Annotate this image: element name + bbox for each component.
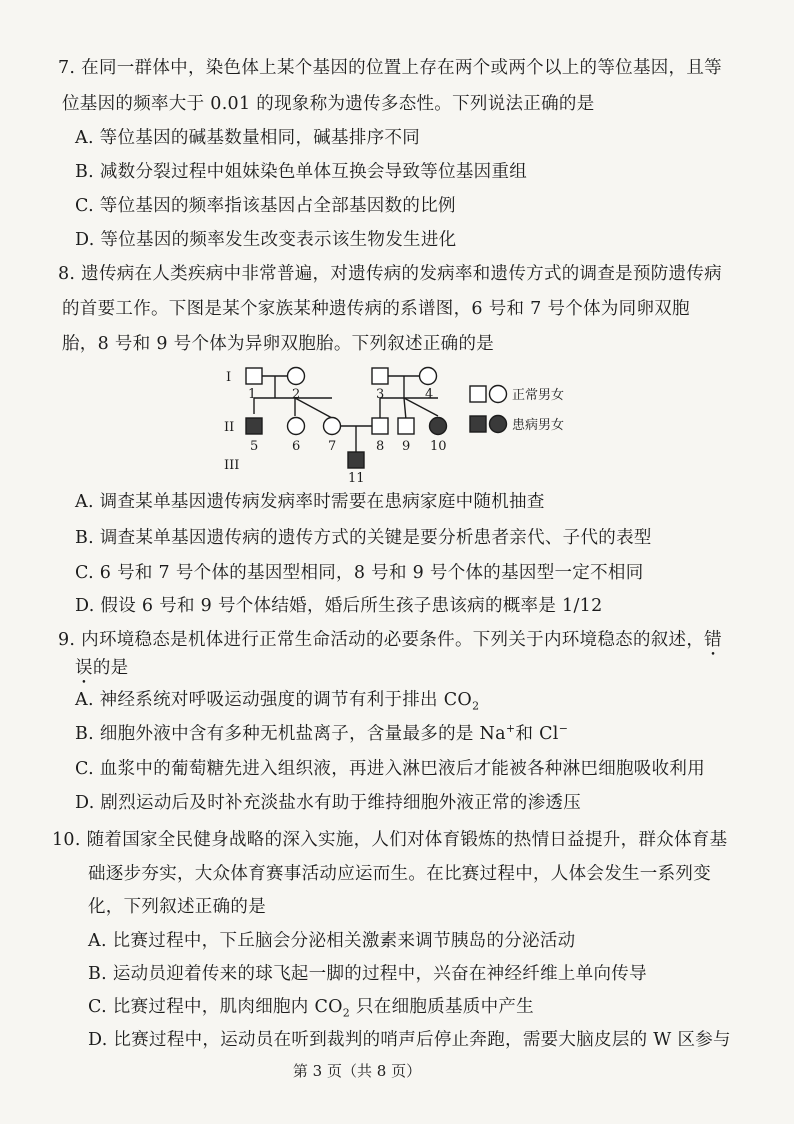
q8-option-b: B. 调查某单基因遗传病的遗传方式的关键是要分析患者亲代、子代的表型 — [75, 528, 652, 548]
q10-option-d: D. 比赛过程中，运动员在听到裁判的哨声后停止奔跑，需要大脑皮层的 W 区参与 — [88, 1030, 731, 1050]
label-8: 8 — [376, 439, 385, 454]
label-4: 4 — [425, 387, 434, 402]
q9-stem-rest: 的是 — [92, 658, 129, 678]
page-number: 第 3 页（共 8 页） — [292, 1062, 422, 1080]
q10-option-c — [88, 995, 534, 1019]
individual-11 — [348, 452, 364, 468]
label-1: 1 — [248, 387, 257, 402]
q9-option-b — [75, 722, 568, 746]
legend-normal: 正常男女 — [512, 388, 565, 403]
q9-option-a-text: A. 神经系统对呼吸运动强度的调节有利于排出 CO — [75, 690, 473, 710]
q7-option-b: B. 减数分裂过程中姐妹染色单体互换会导致等位基因重组 — [75, 162, 528, 182]
q10-stem-line2: 础逐步夯实，大众体育赛事活动应运而生。在比赛过程中，人体会发生一系列变 — [88, 864, 711, 884]
label-6: 6 — [292, 439, 301, 454]
generation-label-III: III — [224, 458, 240, 473]
q7-option-d: D. 等位基因的频率发生改变表示该生物发生进化 — [75, 230, 457, 250]
individual-7 — [324, 418, 341, 435]
individual-8 — [372, 418, 388, 434]
label-7: 7 — [328, 439, 337, 454]
q7-stem-line2: 位基因的频率大于 0.01 的现象称为遗传多态性。下列说法正确的是 — [62, 94, 595, 114]
q8-stem-line3: 胎，8 号和 9 号个体为异卵双胞胎。下列叙述正确的是 — [62, 334, 495, 354]
individual-2 — [288, 368, 305, 385]
individual-5 — [246, 418, 262, 434]
label-10: 10 — [430, 439, 447, 454]
q7-option-c: C. 等位基因的频率指该基因占全部基因数的比例 — [75, 196, 456, 216]
q10-option-c-text: C. 比赛过程中，肌肉细胞内 CO — [88, 997, 343, 1017]
q7-option-a: A. 等位基因的碱基数量相同，碱基排序不同 — [75, 128, 421, 148]
page-footer — [0, 1060, 794, 1081]
q9-stem-text: 9. 内环境稳态是机体进行正常生命活动的必要条件。下列关于内环境稳态的叙述， — [58, 630, 705, 650]
label-11: 11 — [348, 471, 365, 485]
individual-9 — [398, 418, 414, 434]
q10-stem-line3: 化，下列叙述正确的是 — [88, 897, 266, 917]
q10-option-b: B. 运动员迎着传来的球飞起一脚的过程中，兴奋在神经纤维上单向传导 — [88, 964, 647, 984]
q10-option-a: A. 比赛过程中，下丘脑会分泌相关激素来调节胰岛的分泌活动 — [88, 931, 576, 951]
q9-emphasis-wu: 误 — [75, 658, 93, 678]
q9-option-a-sub: 2 — [472, 699, 480, 713]
q9-stem-line2 — [75, 656, 128, 688]
q9-emphasis-cuo: 错 — [704, 630, 722, 650]
individual-1 — [246, 368, 262, 384]
pedigree-chart — [220, 360, 600, 485]
q8-option-a: A. 调查某单基因遗传病发病率时需要在患病家庭中随机抽查 — [75, 492, 545, 512]
q8-stem-line1: 8. 遗传病在人类疾病中非常普遍，对遗传病的发病率和遗传方式的调查是预防遗传病 — [58, 264, 722, 284]
q10-option-c-sub: 2 — [342, 1006, 351, 1020]
label-5: 5 — [250, 439, 259, 454]
q10-option-c-rest: 只在细胞质基质中产生 — [350, 997, 534, 1017]
q8-option-c: C. 6 号和 7 号个体的基因型相同，8 号和 9 号个体的基因型一定不相同 — [75, 563, 644, 583]
label-3: 3 — [376, 387, 385, 402]
generation-label-I: I — [226, 370, 232, 385]
q9-option-b-text: B. 细胞外液中含有多种无机盐离子，含量最多的是 Na — [75, 724, 506, 744]
q9-option-c: C. 血浆中的葡萄糖先进入组织液，再进入淋巴液后才能被各种淋巴细胞吸收利用 — [75, 759, 705, 779]
q9-stem-line1 — [58, 628, 722, 660]
individual-4 — [420, 368, 437, 385]
q9-option-b-sup2: − — [558, 722, 569, 736]
q9-option-b-sup1: + — [505, 722, 516, 736]
generation-label-II: II — [224, 420, 235, 435]
q8-option-d: D. 假设 6 号和 9 号个体结婚，婚后所生孩子患该病的概率是 1/12 — [75, 596, 603, 616]
q7-stem-line1: 7. 在同一群体中，染色体上某个基因的位置上存在两个或两个以上的等位基因，且等 — [58, 58, 722, 78]
label-2: 2 — [292, 387, 301, 402]
q10-stem-line1: 10. 随着国家全民健身战略的深入实施，人们对体育锻炼的热情日益提升，群众体育基 — [52, 830, 728, 850]
label-9: 9 — [402, 439, 411, 454]
q9-option-d: D. 剧烈运动后及时补充淡盐水有助于维持细胞外液正常的渗透压 — [75, 793, 582, 813]
q9-option-a — [75, 688, 479, 712]
individual-3 — [372, 368, 388, 384]
q9-option-b-mid: 和 Cl — [515, 724, 559, 744]
individual-6 — [288, 418, 305, 435]
q8-stem-line2: 的首要工作。下图是某个家族某种遗传病的系谱图，6 号和 7 号个体为同卵双胞 — [62, 299, 690, 319]
individual-10 — [430, 418, 447, 435]
legend-affected: 患病男女 — [512, 418, 565, 433]
